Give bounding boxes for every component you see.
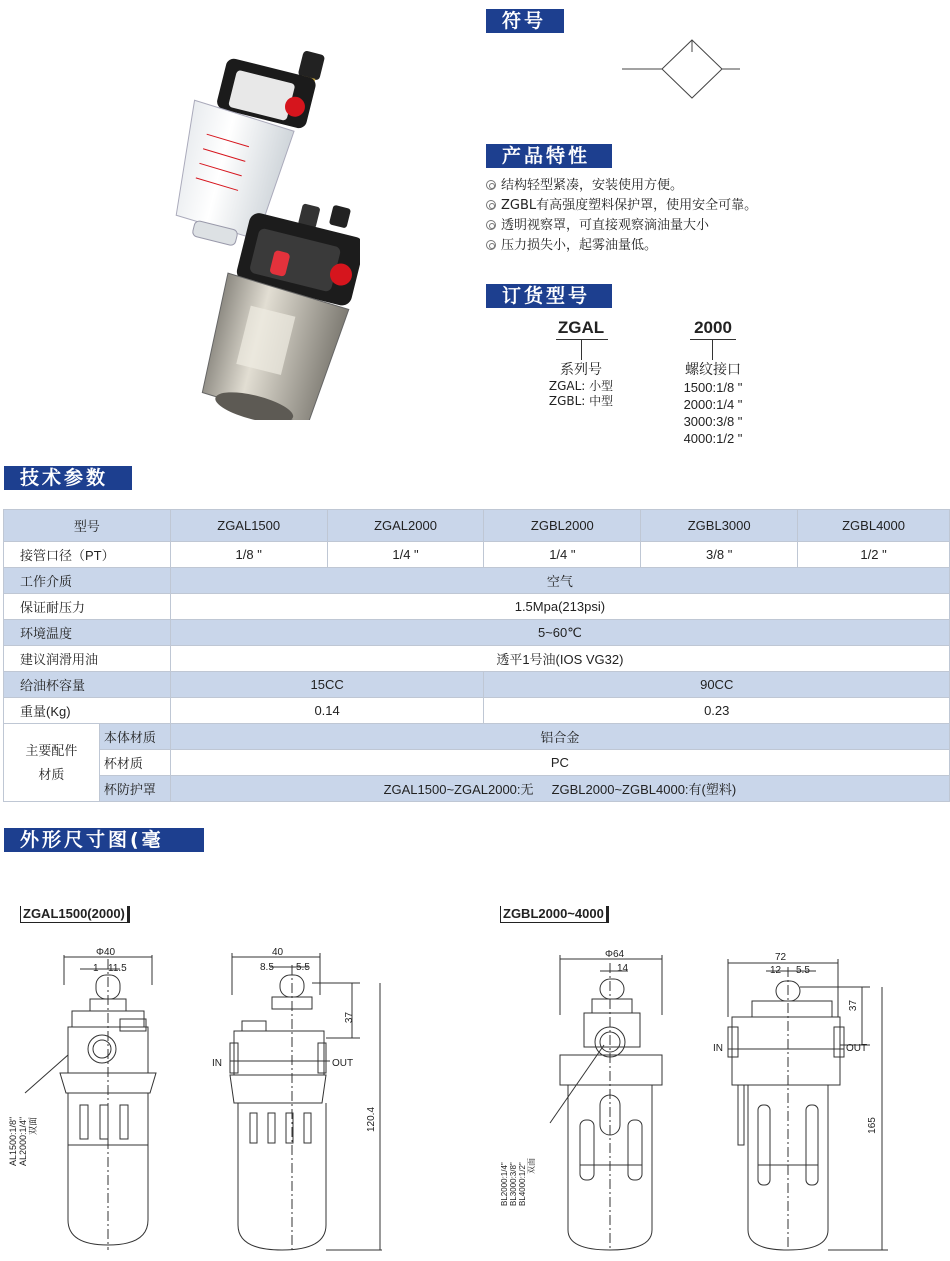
pressure-value: 1.5Mpa(213psi) xyxy=(170,594,949,620)
table-row xyxy=(4,776,950,802)
model-a-label: ZGAL1500(2000) xyxy=(20,906,130,923)
table-row xyxy=(4,724,950,750)
dim-top: 37 xyxy=(344,1011,356,1024)
dim-height: 165 xyxy=(866,1117,878,1134)
guard-value: ZGAL1500~ZGAL2000:无 ZGBL2000~ZGBL4000:有(塑料) xyxy=(170,776,949,802)
feature-item: 压力损失小，起雾油量低。 xyxy=(486,236,657,256)
bowl-value: PC xyxy=(170,750,949,776)
feature-item: 透明视察罩，可直接观察滴油量大小 xyxy=(486,216,709,236)
port-cell: 1/8 " xyxy=(170,542,327,568)
pressure-label: 保证耐压力 xyxy=(4,594,171,620)
weight-value: 0.23 xyxy=(484,698,950,724)
port-label: 接管口径（PT） xyxy=(4,542,171,568)
table-row xyxy=(4,568,950,594)
cup-value: 15CC xyxy=(170,672,484,698)
body-label: 本体材质 xyxy=(99,724,170,750)
medium-label: 工作介质 xyxy=(4,568,171,594)
dim-value: 11.5 xyxy=(108,963,127,974)
thread-line: 4000:1/2 " xyxy=(683,431,743,446)
thread-line: 2000:1/4 " xyxy=(683,397,743,412)
dim-width: Φ64 xyxy=(605,949,625,960)
dim-value: 5.5 xyxy=(296,962,310,973)
weight-value: 0.14 xyxy=(170,698,484,724)
guard-label: 杯防护罩 xyxy=(99,776,170,802)
medium-value: 空气 xyxy=(170,568,949,594)
port-cell: 1/4 " xyxy=(484,542,641,568)
body-value: 铝合金 xyxy=(170,724,949,750)
series-title: 系列号 xyxy=(560,362,602,378)
thread-title: 螺纹接口 xyxy=(685,362,741,378)
cup-value: 90CC xyxy=(484,672,950,698)
table-row xyxy=(4,698,950,724)
dim-width: 40 xyxy=(272,947,284,958)
oil-label: 建议润滑用油 xyxy=(4,646,171,672)
series-code: ZGAL xyxy=(557,318,605,337)
features-header: 产品特性 xyxy=(486,144,612,168)
lubricator-symbol xyxy=(620,38,742,102)
dim-height: 120.4 xyxy=(366,1106,378,1133)
model-cell: ZGBL4000 xyxy=(798,510,950,542)
zgal-front-drawing xyxy=(20,945,170,1255)
port-note: AL1500:1/8" AL2000:1/4" 双面 xyxy=(8,1116,38,1166)
model-b-label: ZGBL2000~4000 xyxy=(500,906,609,923)
model-cell: ZGBL3000 xyxy=(641,510,798,542)
weight-label: 重量(Kg) xyxy=(4,698,171,724)
table-row xyxy=(4,594,950,620)
table-row xyxy=(4,750,950,776)
table-row xyxy=(4,646,950,672)
in-label: IN xyxy=(212,1058,222,1069)
table-row xyxy=(4,620,950,646)
series-line: ZGAL: 小型 xyxy=(548,379,614,393)
port-cell: 3/8 " xyxy=(641,542,798,568)
model-cell: ZGAL1500 xyxy=(170,510,327,542)
out-label: OUT xyxy=(332,1058,354,1069)
oil-value: 透平1号油(IOS VG32) xyxy=(170,646,949,672)
dim-value: 14 xyxy=(617,963,629,974)
dims-header: 外形尺寸图(毫米) xyxy=(4,828,204,852)
feature-item: 结构轻型紧凑，安装使用方便。 xyxy=(486,176,683,196)
order-header: 订货型号 xyxy=(486,284,612,308)
zgbl-front-drawing xyxy=(520,945,680,1255)
table-row xyxy=(4,672,950,698)
thread-line: 1500:1/8 " xyxy=(683,380,743,395)
dim-width: 72 xyxy=(775,952,787,963)
zgbl-side-drawing xyxy=(720,945,900,1255)
product-photos xyxy=(120,30,360,420)
dim-value: 5.5 xyxy=(796,965,810,976)
symbol-header: 符号 xyxy=(486,9,564,33)
dim-width: Φ40 xyxy=(96,947,116,958)
temp-value: 5~60℃ xyxy=(170,620,949,646)
table-row xyxy=(4,510,950,542)
model-label: 型号 xyxy=(4,510,171,542)
out-label: OUT xyxy=(846,1043,868,1054)
port-cell: 1/2 " xyxy=(798,542,950,568)
series-line: ZGBL: 中型 xyxy=(548,394,614,408)
tech-header: 技术参数 xyxy=(4,466,132,490)
dim-value: 8.5 xyxy=(260,962,274,973)
spec-table xyxy=(3,509,950,802)
thread-code: 2000 xyxy=(694,318,732,337)
port-cell: 1/4 " xyxy=(327,542,484,568)
thread-line: 3000:3/8 " xyxy=(683,414,743,429)
port-note: BL2000:1/4" BL3000:3/8" BL4000:1/2" 双面 xyxy=(500,1158,536,1206)
dim-value: 1 xyxy=(93,963,99,974)
model-cell: ZGAL2000 xyxy=(327,510,484,542)
temp-label: 环境温度 xyxy=(4,620,171,646)
dim-value: 12 xyxy=(770,965,782,976)
parts-label: 主要配件 材质 xyxy=(4,724,100,802)
zgal-side-drawing xyxy=(210,945,390,1255)
feature-item: ZGBL有高强度塑料保护罩，使用安全可靠。 xyxy=(486,196,757,216)
model-cell: ZGBL2000 xyxy=(484,510,641,542)
table-row xyxy=(4,542,950,568)
dim-top: 37 xyxy=(848,999,860,1012)
bowl-label: 杯材质 xyxy=(99,750,170,776)
cup-label: 给油杯容量 xyxy=(4,672,171,698)
in-label: IN xyxy=(713,1043,723,1054)
